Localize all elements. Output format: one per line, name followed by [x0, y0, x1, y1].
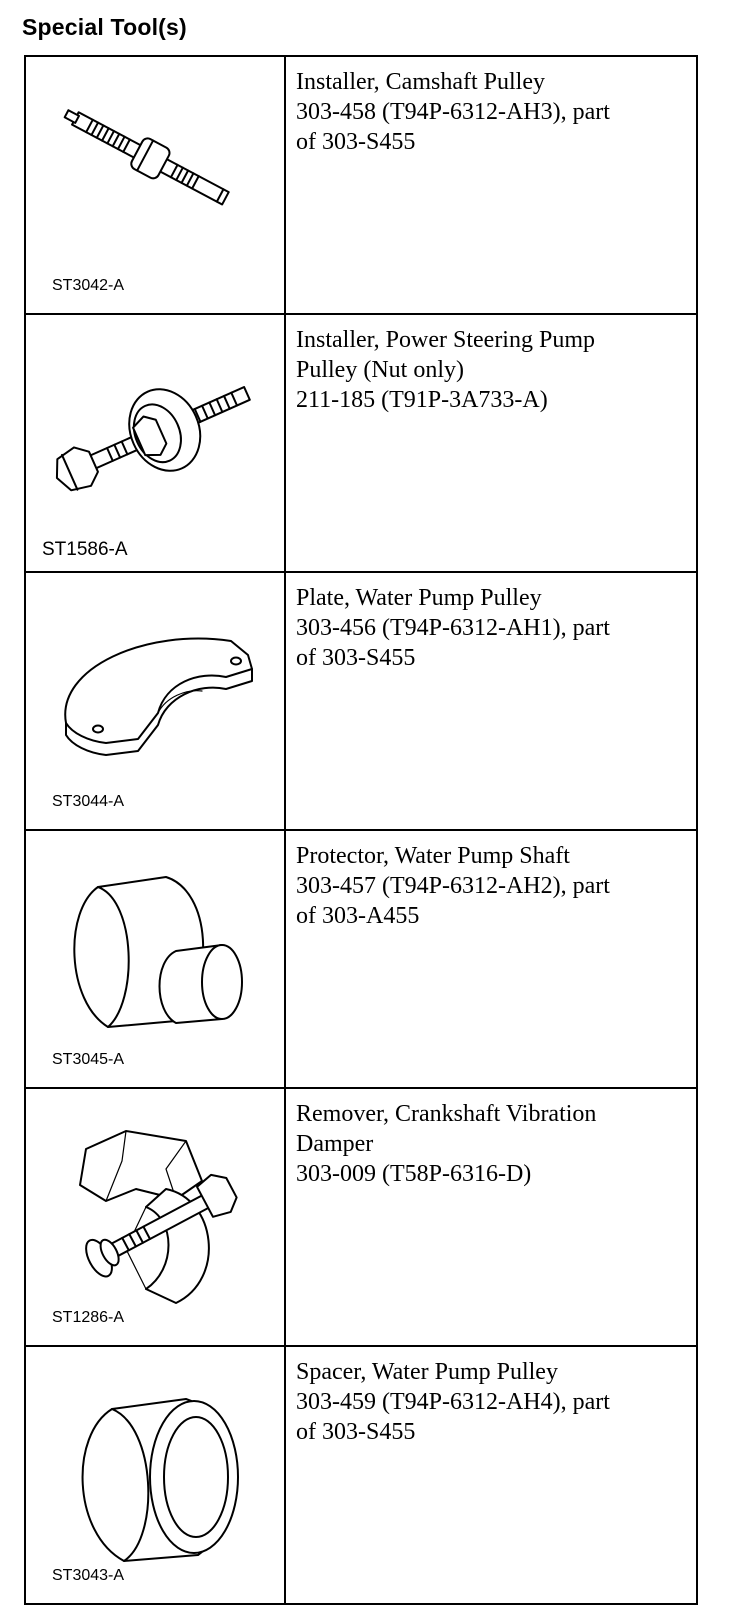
- tool-row-water-pump-protector: [25, 830, 697, 1088]
- tool-illustration-cell: [25, 1346, 285, 1604]
- crankshaft-damper-remover-icon: [26, 1089, 284, 1335]
- tool-name-continued: Pulley (Nut only): [296, 357, 464, 383]
- tool-description: [285, 56, 697, 314]
- tool-kit-reference: of 303-S455: [296, 1419, 416, 1445]
- tool-illustration-cell: [25, 56, 285, 314]
- special-tools-table: [24, 55, 698, 1605]
- tool-illustration-cell: [25, 830, 285, 1088]
- tool-description: [285, 830, 697, 1088]
- section-heading: Special Tool(s): [22, 14, 187, 40]
- tool-description: [285, 572, 697, 830]
- tool-name: Protector, Water Pump Shaft: [296, 843, 570, 869]
- water-pump-pulley-plate-icon: [26, 573, 284, 819]
- figure-id: ST3044-A: [52, 793, 125, 810]
- tool-row-camshaft-installer: [25, 56, 697, 314]
- figure-id: ST1586-A: [42, 539, 128, 560]
- tool-illustration-cell: [25, 572, 285, 830]
- tool-description: [285, 314, 697, 572]
- tool-part-number: 303-456 (T94P-6312-AH1), part: [296, 615, 610, 641]
- tool-part-number: 303-459 (T94P-6312-AH4), part: [296, 1389, 610, 1415]
- tool-part-number: 303-457 (T94P-6312-AH2), part: [296, 873, 610, 899]
- tool-kit-reference: of 303-A455: [296, 903, 420, 929]
- tool-part-number: 211-185 (T91P-3A733-A): [296, 387, 548, 413]
- tool-name: Remover, Crankshaft Vibration: [296, 1101, 597, 1127]
- tool-kit-reference: of 303-S455: [296, 129, 416, 155]
- figure-id: ST3043-A: [52, 1567, 125, 1584]
- figure-id: ST3042-A: [52, 277, 125, 294]
- tool-description: [285, 1346, 697, 1604]
- tool-row-water-pump-spacer: [25, 1346, 697, 1604]
- tool-part-number: 303-009 (T58P-6316-D): [296, 1161, 532, 1187]
- tool-name: Spacer, Water Pump Pulley: [296, 1359, 558, 1385]
- tool-name: Plate, Water Pump Pulley: [296, 585, 542, 611]
- tool-row-water-pump-plate: [25, 572, 697, 830]
- tool-illustration-cell: [25, 1088, 285, 1346]
- tool-row-vibration-damper-remover: [25, 1088, 697, 1346]
- figure-id: ST1286-A: [52, 1309, 125, 1326]
- tool-name: Installer, Camshaft Pulley: [296, 69, 545, 95]
- tool-row-power-steering-installer: [25, 314, 697, 572]
- tool-illustration-cell: [25, 314, 285, 572]
- water-pump-pulley-spacer-icon: [26, 1347, 284, 1593]
- tool-description: [285, 1088, 697, 1346]
- tool-name: Installer, Power Steering Pump: [296, 327, 595, 353]
- camshaft-pulley-installer-icon: [26, 57, 284, 303]
- tool-kit-reference: of 303-S455: [296, 645, 416, 671]
- tool-part-number: 303-458 (T94P-6312-AH3), part: [296, 99, 610, 125]
- tool-name-continued: Damper: [296, 1131, 374, 1157]
- figure-id: ST3045-A: [52, 1051, 125, 1068]
- water-pump-shaft-protector-icon: [26, 831, 284, 1077]
- power-steering-pulley-installer-icon: [26, 315, 284, 561]
